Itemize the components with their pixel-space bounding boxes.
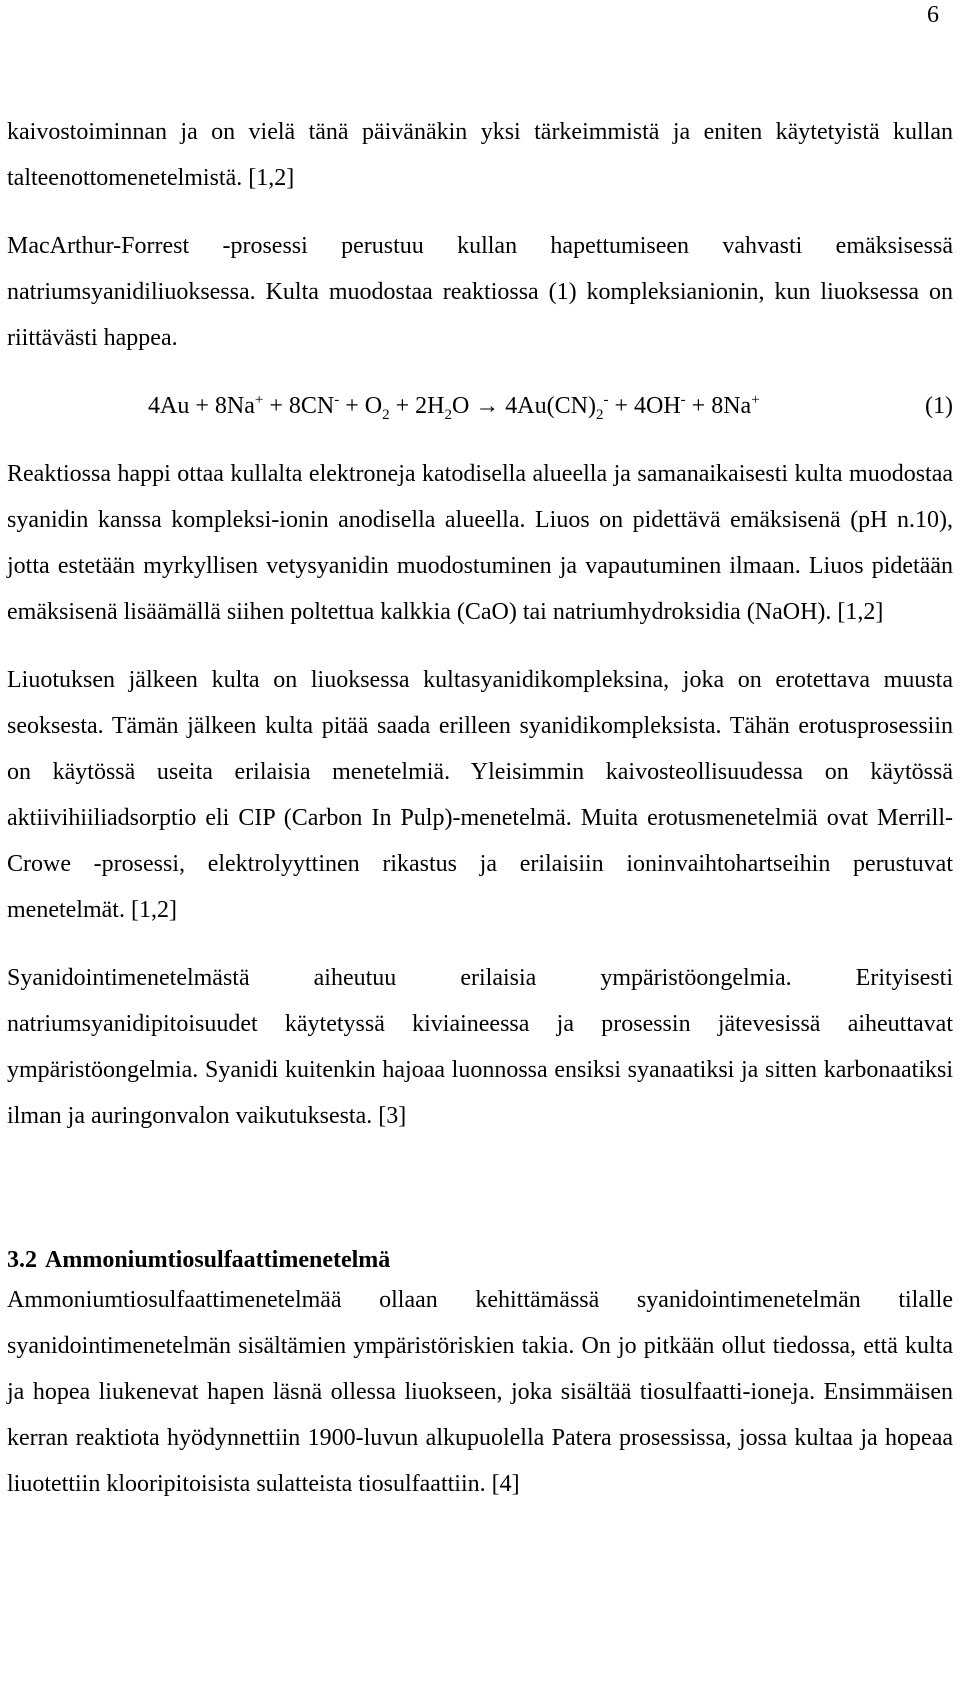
paragraph-separation-methods: Liuotuksen jälkeen kulta on liuoksessa kultasyanidikompleksina, joka on erotettava muusta seoksesta. Tämän jälkeen kulta pitää saada erilleen syanidikompleksista. Tähän erotusprosessiin on käytössä useita erilaisia menetelmiä. Yleisimmin kaivosteollisuudessa on käytössä aktiivihiiliadsorptio eli CIP (Carbon In Pulp)-menetelmä. Muita erotusmenetelmiä ovat Merrill-Crowe -prosessi, elektrolyyttinen rikastus ja erilaisiin ioninvaihtohartseihin perustuvat menetelmät. [1,2] [7, 667, 953, 923]
section-number: 3.2 [7, 1247, 37, 1273]
paragraph-intro-continued: kaivostoiminnan ja on vielä tänä päivänäkin yksi tärkeimmistä ja eniten käytetyistä kullan talteenottomenetelmistä. [1,2] [7, 119, 953, 191]
section-heading [7, 1243, 953, 1277]
equation-formula: $4Au + 8Na^+ + 8CN^- + O_2 + 2H_2O \to 4Au(CN)_2^- + 4OH^- + 8Na^+$ [148, 392, 760, 423]
section-title: Ammoniumtiosulfaattimenetelmä [45, 1247, 391, 1273]
chemical-equation [7, 383, 953, 429]
paragraph-reaction-explanation: Reaktiossa happi ottaa kullalta elektroneja katodisella alueella ja samanaikaisesti kulta muodostaa syanidin kanssa kompleksi-ionin anodisella alueella. Liuos on pidettävä emäksisenä (pH n.10), jotta estetään myrkyllisen vetysyanidin muodostuminen ja vapautuminen ilmaan. Liuos pidetään emäksisenä lisäämällä siihen poltettua kalkkia (CaO) tai natriumhydroksidia (NaOH). [1,2] [7, 461, 953, 625]
equation-number: (1) [925, 393, 953, 419]
reaction-arrow: → [475, 393, 500, 419]
paragraph-ammonium-thiosulfate: Ammoniumtiosulfaattimenetelmää ollaan kehittämässä syanidointimenetelmän tilalle syanidointimenetelmän sisältämien ympäristöriskien takia. On jo pitkään ollut tiedossa, että kulta ja hopea liukenevat hapen läsnä ollessa liuokseen, joka sisältää tiosulfaatti-ioneja. Ensimmäisen kerran reaktiota hyödynnettiin 1900-luvun alkupuolella Patera prosessissa, jossa kultaa ja hopeaa liuotettiin klooripitoisista sulatteista tiosulfaattiin. [4] [7, 1287, 953, 1497]
document-body [7, 109, 953, 1507]
paragraph-environmental-problems: Syanidointimenetelmästä aiheutuu erilaisia ympäristöongelmia. Erityisesti natriumsyanidipitoisuudet käytetyssä kiviaineessa ja prosessin jätevesissä aiheuttavat ympäristöongelmia. Syanidi kuitenkin hajoaa luonnossa ensiksi syanaatiksi ja sitten karbonaatiksi ilman ja auringonvalon vaikutuksesta. [3] [7, 965, 953, 1129]
page-number: 6 [927, 2, 939, 28]
paragraph-macarthur-forrest: MacArthur-Forrest -prosessi perustuu kullan hapettumiseen vahvasti emäksisessä natriumsyanidiliuoksessa. Kulta muodostaa reaktiossa (1) kompleksianionin, kun liuoksessa on riittävästi happea. [7, 233, 953, 351]
